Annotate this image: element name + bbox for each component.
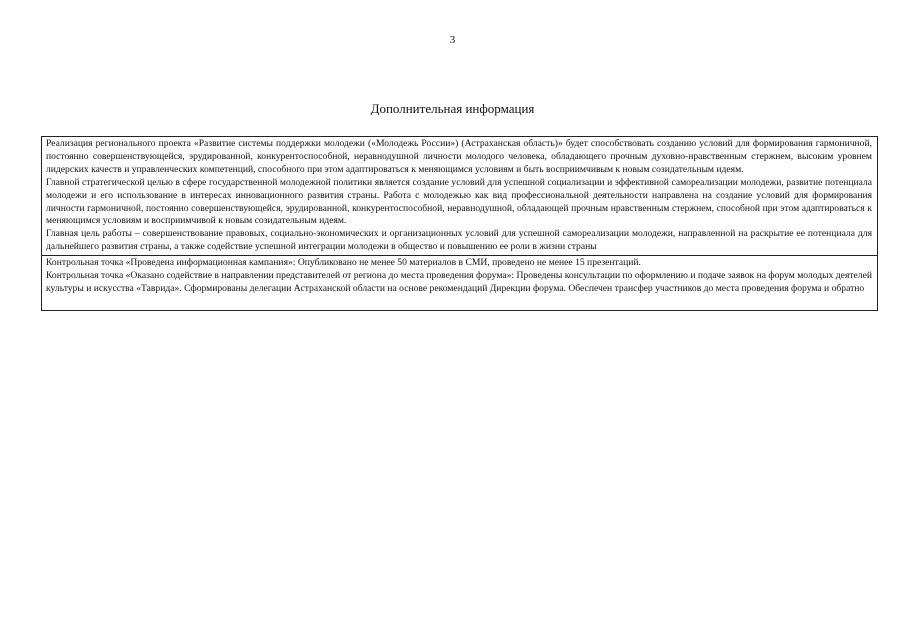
section-title: Дополнительная информация [370, 101, 535, 116]
page-number: 3 [449, 34, 456, 46]
paragraph-project-summary: Реализация регионального проекта «Развитие системы поддержки молодежи («Молодежь России») (Астраханская область)» будет способствовать созданию условий для формирования гармоничной, постоянно совершенствующейся, эрудированной, конкурентоспособной, неравнодушной личности молодого человека, обладающего прочным духовно-нравственным стержнем, высоким уровнем лидерских качеств и управленческих компетенций, способного при этом адаптироваться к меняющимся условиям и быть восприимчивым к новым созидательным идеям. [46, 138, 872, 175]
info-table [41, 136, 878, 311]
table-cell-checkpoints [42, 256, 877, 310]
paragraph-strategic-goal: Главной стратегической целью в сфере государственной молодежной политики является создание условий для успешной социализации и эффективной самореализации молодежи, развитие потенциала молодежи и его использование в интересах инновационного развития страны. Работа с молодежью как вид профессиональной деятельности направлена на создание условий для формирования личности гармоничной, постоянно совершенствующейся, эрудированной, конкурентоспособной, неравнодушной, обладающей прочным нравственным стержнем, способной при этом адаптироваться к меняющимся условиям и восприимчивой к новым созидательным идеям. [46, 176, 872, 227]
table-cell-description [42, 137, 877, 256]
paragraph-checkpoint-info-campaign: Контрольная точка «Проведена информационная кампания»: Опубликовано не менее 50 материалов в СМИ, проведено не менее 15 презентаций. [46, 257, 641, 269]
paragraph-main-goal: Главная цель работы – совершенствование правовых, социально-экономических и организационных условий для успешной самореализации молодежи, направленной на раскрытие ее потенциала для дальнейшего развития страны, а также содействие успешной интеграции молодежи в общество и повышению ее роли в жизни страны [46, 228, 872, 253]
paragraph-checkpoint-forum: Контрольная точка «Оказано содействие в направлении представителей от региона до места проведения форума»: Проведены консультации по оформлению и подаче заявок на форум молодых деятелей культуры и искусства «Таврида». Сформированы делегации Астраханской области на основе рекомендаций Дирекции форума. Обеспечен трансфер участников до места проведения форума и обратно [46, 270, 872, 294]
